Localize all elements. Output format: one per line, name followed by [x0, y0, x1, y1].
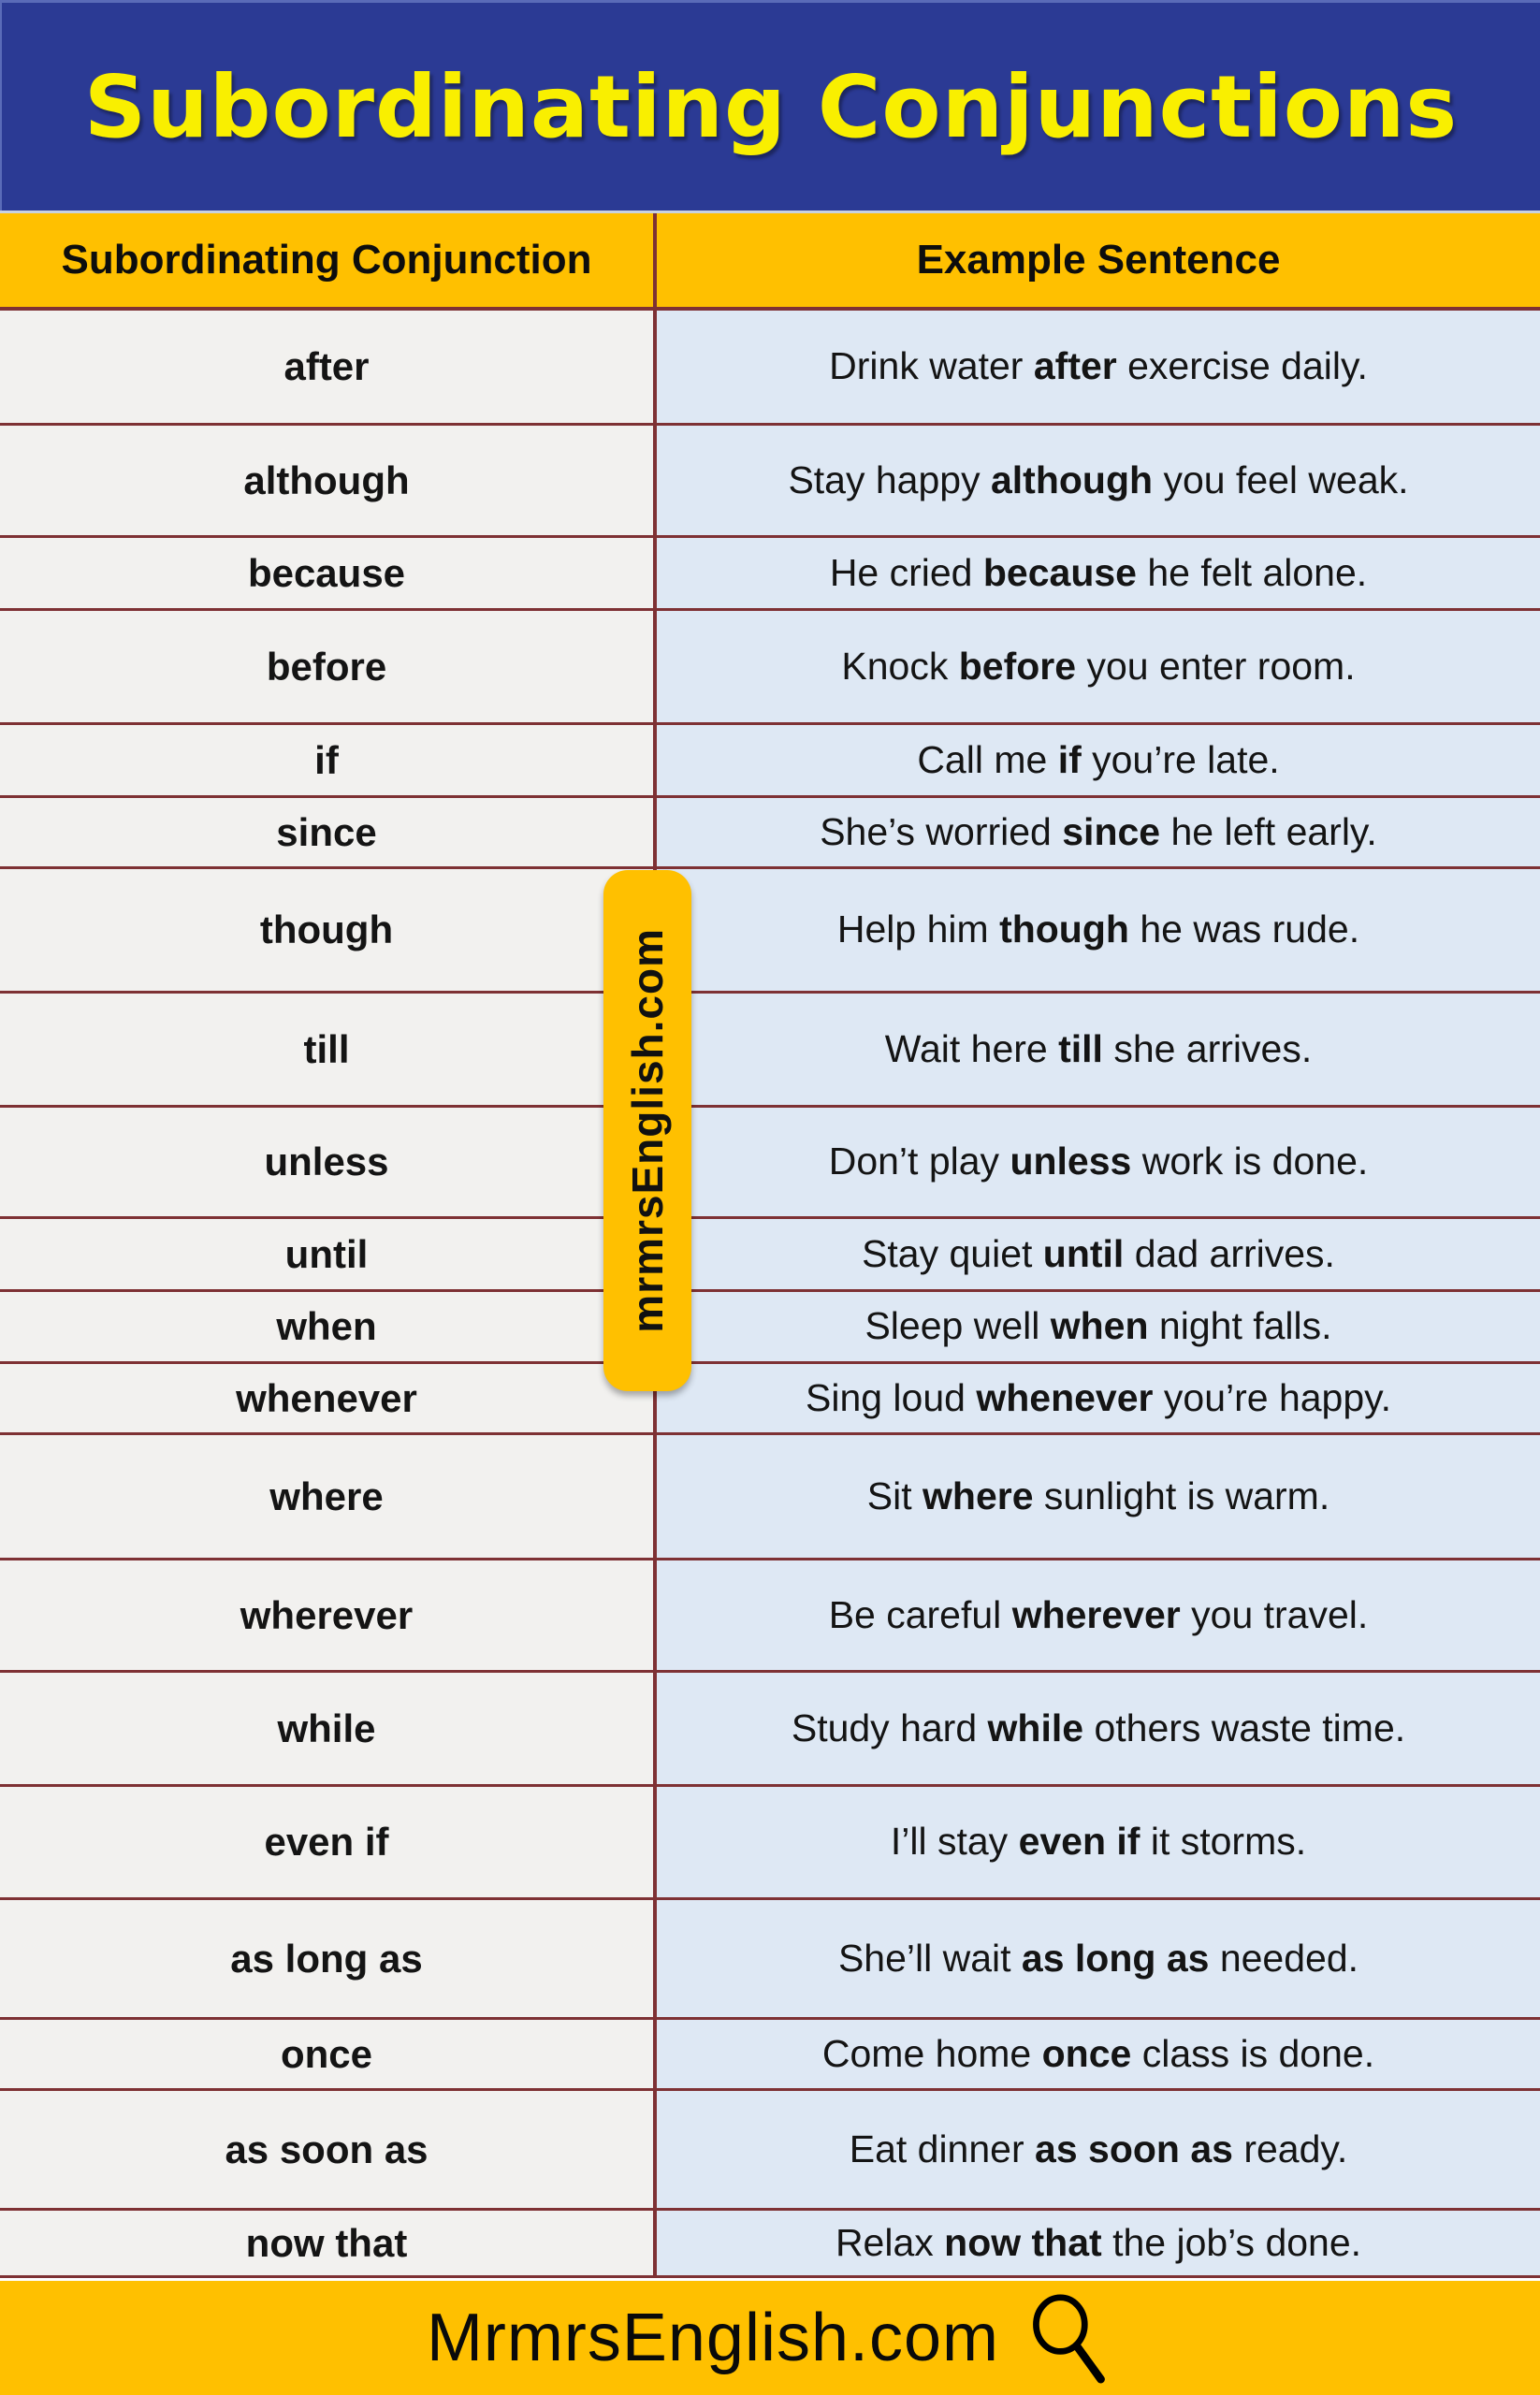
conjunction-cell: till	[0, 994, 657, 1105]
table-row	[0, 1435, 1540, 1560]
header-conjunction-column: Subordinating Conjunction	[0, 213, 657, 307]
table-row	[0, 1292, 1540, 1364]
example-bold-conjunction: since	[1062, 809, 1161, 853]
magnifier-icon	[1024, 2291, 1113, 2385]
example-sentence: Sing loud whenever you’re happy.	[805, 1375, 1392, 1419]
example-cell	[657, 2020, 1540, 2088]
example-cell	[657, 1364, 1540, 1432]
example-bold-conjunction: now that	[944, 2220, 1102, 2264]
table-row	[0, 725, 1540, 798]
conjunctions-table	[0, 213, 1540, 2278]
watermark-ribbon	[603, 870, 691, 1391]
example-cell	[657, 2211, 1540, 2275]
conjunction-cell: whenever	[0, 1364, 657, 1432]
table-row	[0, 798, 1540, 869]
example-bold-conjunction: once	[1041, 2031, 1132, 2075]
table-row	[0, 426, 1540, 538]
example-cell	[657, 1435, 1540, 1558]
example-cell	[657, 1108, 1540, 1216]
conjunction-cell: unless	[0, 1108, 657, 1216]
example-sentence: Don’t play unless work is done.	[828, 1139, 1369, 1183]
table-row	[0, 1900, 1540, 2020]
header-example-column: Example Sentence	[916, 237, 1281, 283]
example-cell	[657, 611, 1540, 722]
table-header-row	[0, 213, 1540, 311]
table-row	[0, 1219, 1540, 1292]
example-bold-conjunction: until	[1042, 1231, 1125, 1275]
example-sentence: Relax now that the job’s done.	[835, 2220, 1362, 2264]
example-bold-conjunction: wherever	[1011, 1592, 1181, 1636]
example-bold-conjunction: where	[923, 1473, 1034, 1517]
table-row	[0, 611, 1540, 725]
conjunction-cell: wherever	[0, 1560, 657, 1670]
example-cell	[657, 1787, 1540, 1897]
example-cell	[657, 1560, 1540, 1670]
title-banner	[0, 0, 1540, 210]
example-sentence: Sleep well when night falls.	[864, 1304, 1332, 1348]
example-bold-conjunction: if	[1057, 737, 1082, 781]
footer	[0, 2281, 1540, 2395]
conjunction-cell: as long as	[0, 1900, 657, 2017]
conjunction-cell: if	[0, 725, 657, 795]
table-row	[0, 311, 1540, 426]
table-row	[0, 2091, 1540, 2211]
conjunction-cell: before	[0, 611, 657, 722]
example-cell	[657, 1900, 1540, 2017]
footer-site-link[interactable]: MrmrsEnglish.com	[426, 2301, 1000, 2375]
example-sentence: Stay quiet until dad arrives.	[862, 1231, 1335, 1275]
example-cell	[657, 538, 1540, 608]
page-title: Subordinating Conjunctions	[83, 56, 1459, 157]
example-bold-conjunction: whenever	[976, 1375, 1154, 1419]
table-body	[0, 311, 1540, 2278]
example-sentence: Help him though he was rude.	[836, 907, 1360, 951]
conjunction-cell: even if	[0, 1787, 657, 1897]
example-bold-conjunction: as soon as	[1035, 2126, 1233, 2170]
example-sentence: He cried because he felt alone.	[829, 550, 1368, 594]
table-row	[0, 2020, 1540, 2091]
example-sentence: Wait here till she arrives.	[884, 1026, 1313, 1070]
conjunction-cell: where	[0, 1435, 657, 1558]
example-cell	[657, 1673, 1540, 1784]
example-sentence: Sit where sunlight is warm.	[866, 1473, 1330, 1517]
example-sentence: Eat dinner as soon as ready.	[849, 2126, 1348, 2170]
example-sentence: I’ll stay even if it storms.	[890, 1820, 1307, 1864]
conjunction-cell: when	[0, 1292, 657, 1361]
example-cell	[657, 426, 1540, 535]
table-row	[0, 2211, 1540, 2278]
example-bold-conjunction: as long as	[1021, 1936, 1210, 1980]
conjunction-cell: because	[0, 538, 657, 608]
table-row	[0, 1364, 1540, 1435]
example-bold-conjunction: while	[987, 1706, 1084, 1749]
example-sentence: She’ll wait as long as needed.	[837, 1936, 1359, 1980]
example-cell	[657, 798, 1540, 866]
example-sentence: She’s worried since he left early.	[820, 809, 1377, 853]
example-bold-conjunction: when	[1050, 1304, 1149, 1348]
example-sentence: Study hard while others waste time.	[791, 1706, 1406, 1749]
table-row	[0, 1108, 1540, 1219]
example-bold-conjunction: after	[1033, 344, 1117, 388]
conjunction-cell: as soon as	[0, 2091, 657, 2208]
conjunction-cell: though	[0, 869, 657, 991]
example-cell	[657, 869, 1540, 991]
conjunction-cell: although	[0, 426, 657, 535]
table-row	[0, 1560, 1540, 1673]
table-row	[0, 869, 1540, 994]
example-bold-conjunction: even if	[1018, 1820, 1140, 1864]
example-cell	[657, 1292, 1540, 1361]
example-cell	[657, 311, 1540, 423]
watermark-text: mrmrsEnglish.com	[623, 928, 672, 1333]
example-sentence: Drink water after exercise daily.	[829, 344, 1368, 388]
example-bold-conjunction: unless	[1010, 1139, 1132, 1183]
example-bold-conjunction: although	[990, 457, 1154, 501]
example-sentence: Come home once class is done.	[821, 2031, 1375, 2075]
example-cell	[657, 1219, 1540, 1289]
example-sentence: Knock before you enter room.	[841, 644, 1356, 688]
table-row	[0, 1787, 1540, 1900]
table-row	[0, 994, 1540, 1108]
conjunction-cell: now that	[0, 2211, 657, 2275]
example-sentence: Be careful wherever you travel.	[828, 1592, 1369, 1636]
conjunction-cell: while	[0, 1673, 657, 1784]
example-bold-conjunction: though	[999, 907, 1129, 951]
example-bold-conjunction: because	[982, 550, 1137, 594]
example-sentence: Stay happy although you feel weak.	[788, 457, 1409, 501]
table-row	[0, 538, 1540, 611]
table-row	[0, 1673, 1540, 1787]
example-bold-conjunction: before	[958, 644, 1077, 688]
conjunction-cell: after	[0, 311, 657, 423]
example-cell	[657, 2091, 1540, 2208]
conjunction-cell: once	[0, 2020, 657, 2088]
example-cell	[657, 994, 1540, 1105]
example-bold-conjunction: till	[1058, 1026, 1103, 1070]
example-cell	[657, 725, 1540, 795]
example-sentence: Call me if you’re late.	[917, 737, 1280, 781]
conjunction-cell: until	[0, 1219, 657, 1289]
conjunction-cell: since	[0, 798, 657, 866]
